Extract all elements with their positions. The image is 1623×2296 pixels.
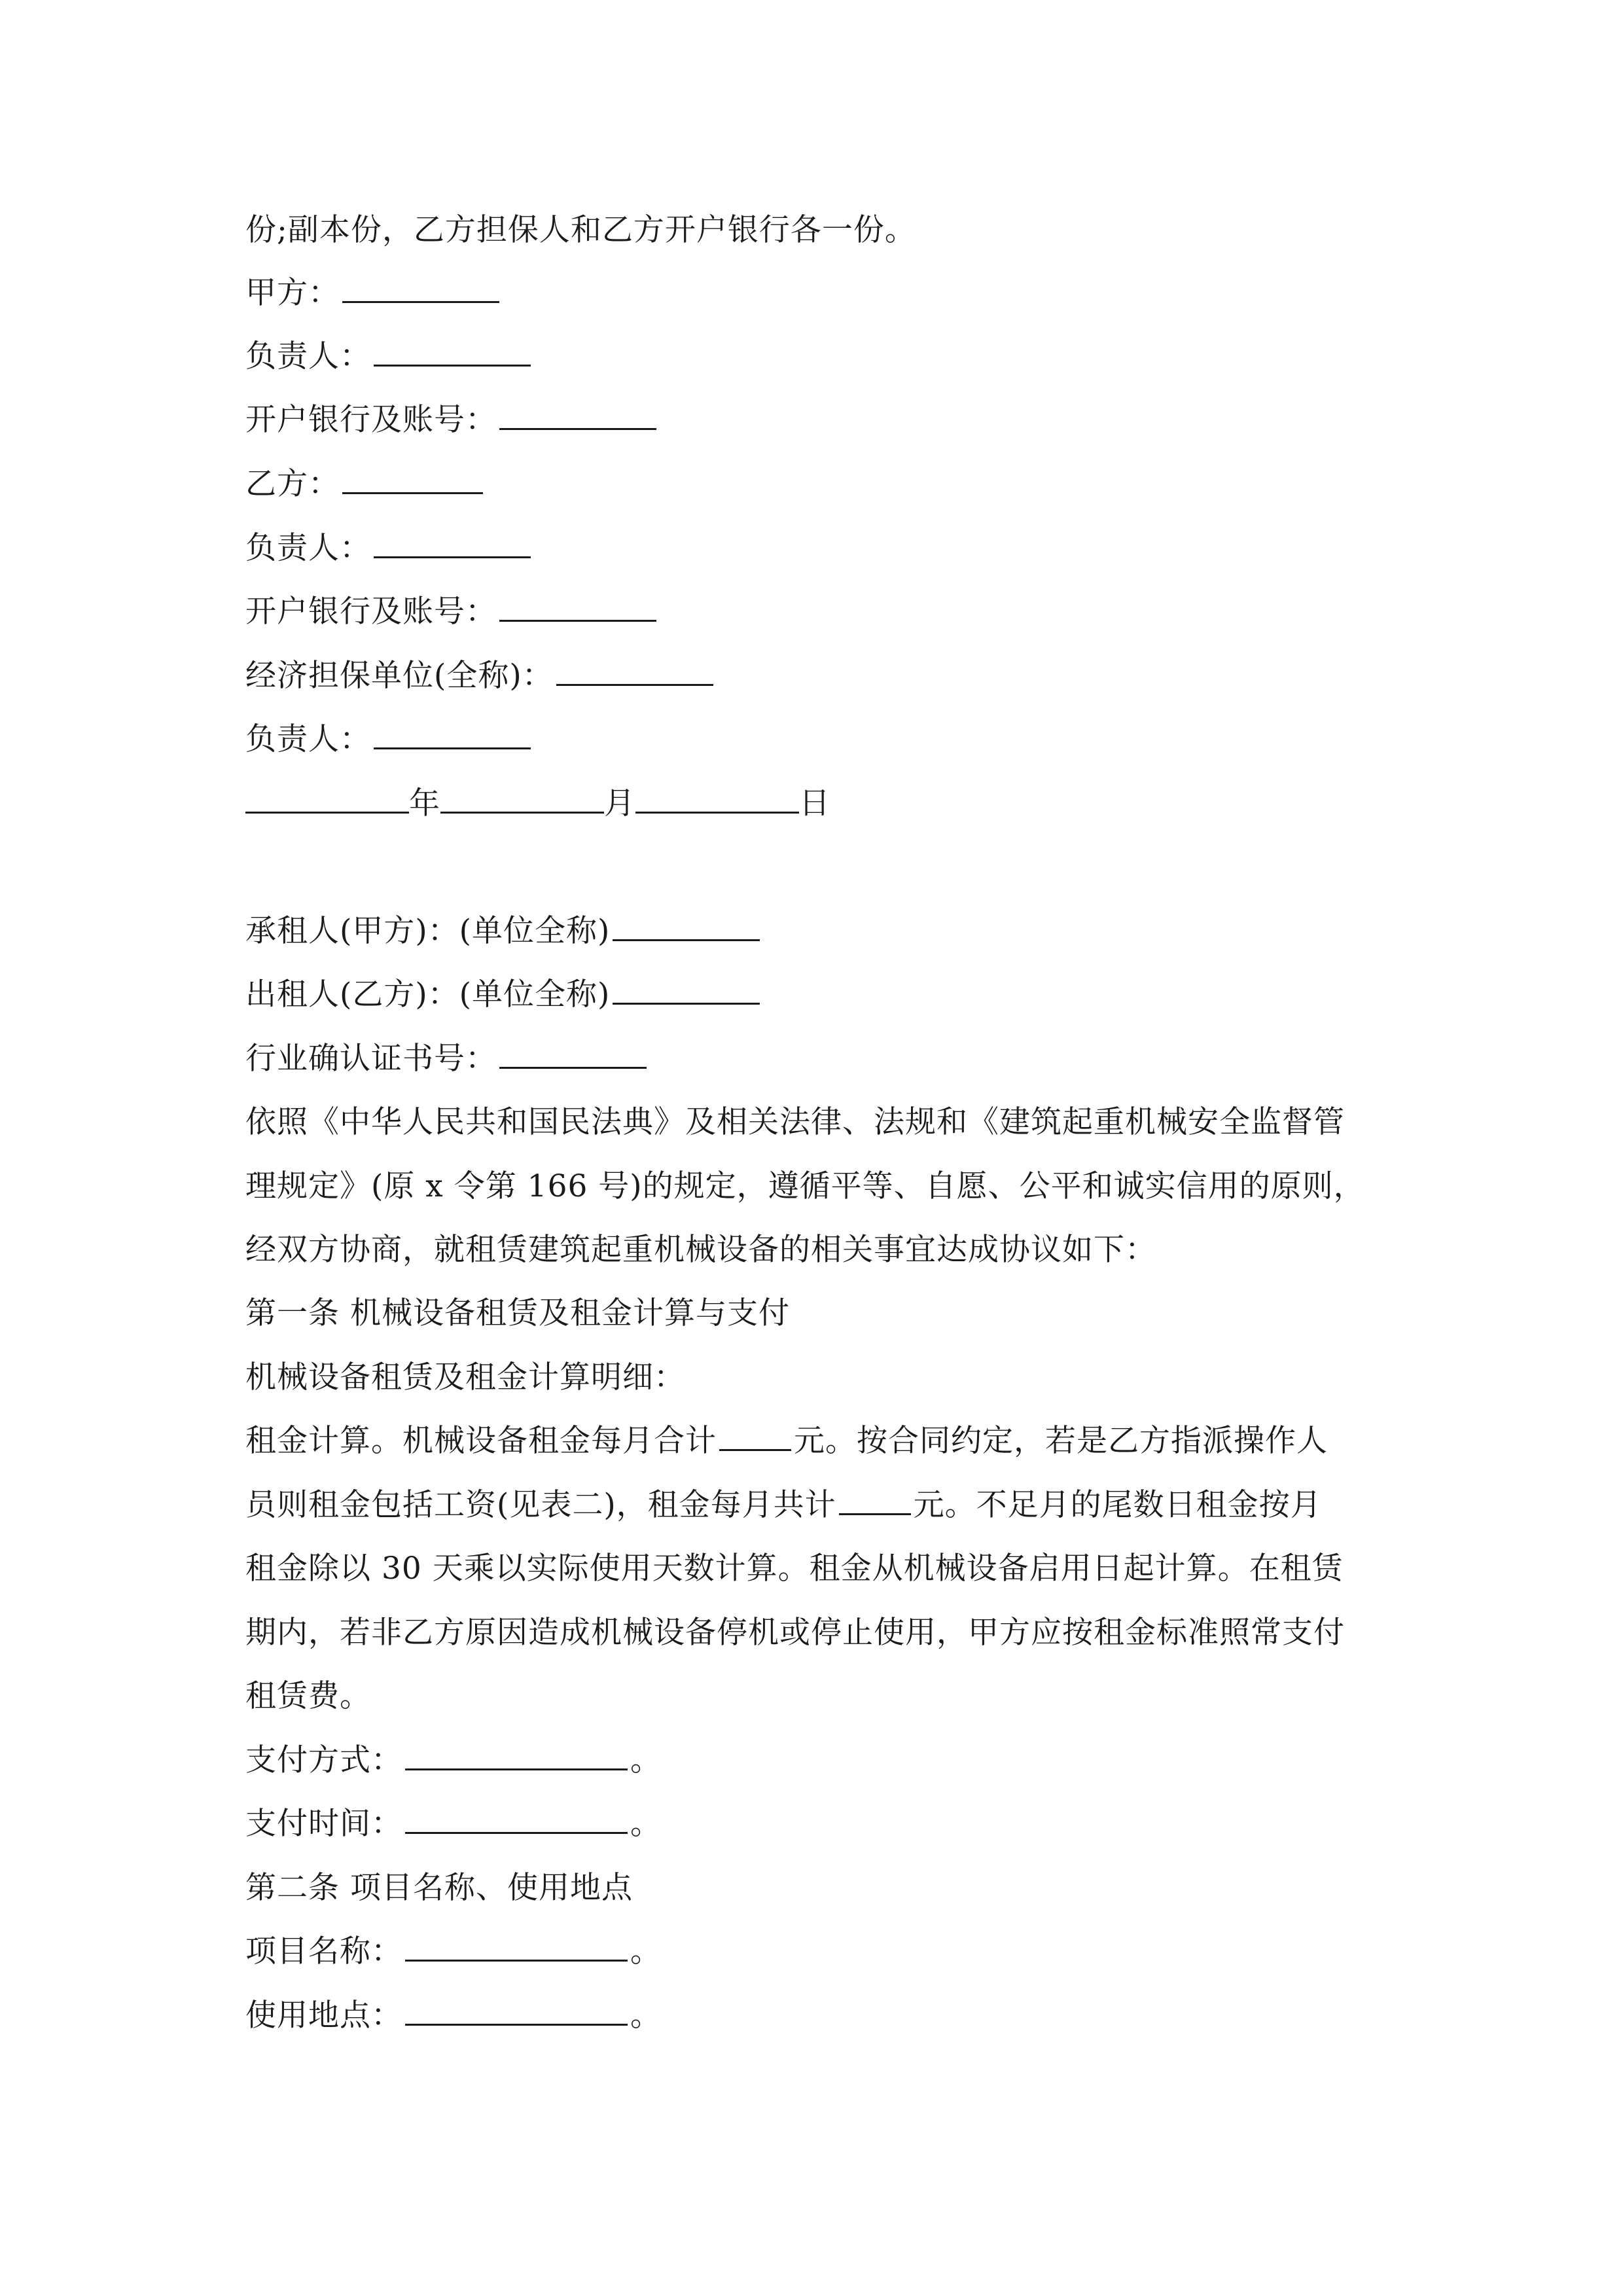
lessee-blank[interactable] <box>613 914 760 941</box>
party-b-row <box>245 465 486 504</box>
party-b-bank-label: 开户银行及账号： <box>245 594 497 630</box>
party-b-bank-row <box>245 592 659 632</box>
lessee-label: 承租人(甲方)：(单位全称) <box>245 913 611 949</box>
lessee-row <box>245 912 762 951</box>
pay-method-label: 支付方式： <box>245 1742 402 1778</box>
pay-method-row <box>245 1741 662 1780</box>
project-name-row <box>245 1932 662 1971</box>
guarantor-leader-row <box>245 720 533 759</box>
pay-time-row <box>245 1804 662 1844</box>
party-a-leader-label: 负责人： <box>245 338 371 374</box>
party-a-bank-blank[interactable] <box>499 403 656 430</box>
rent-line-1 <box>245 1422 1328 1461</box>
lessor-label: 出租人(乙方)：(单位全称) <box>245 977 611 1013</box>
rent-line-3: 租金除以 30 天乘以实际使用天数计算。租金从机械设备启用日起计算。在租赁 <box>245 1551 1344 1587</box>
intro-line-3: 经双方协商，就租赁建筑起重机械设备的相关事宜达成协议如下： <box>245 1232 1156 1268</box>
rent-line-2-a: 员则租金包括工资(见表二)，租金每月共计 <box>245 1487 836 1523</box>
party-a-leader-row <box>245 337 533 376</box>
location-row <box>245 1996 662 2036</box>
month-blank[interactable] <box>440 787 604 814</box>
month-label: 月 <box>604 785 635 821</box>
rent-line-1-a: 租金计算。机械设备租金每月合计 <box>245 1423 717 1459</box>
intro-line-2: 理规定》(原 x 令第 166 号)的规定，遵循平等、自愿、公平和诚实信用的原则， <box>245 1168 1365 1204</box>
article-1-subtitle: 机械设备租赁及租金计算明细： <box>245 1359 685 1395</box>
pay-time-blank[interactable] <box>405 1807 628 1834</box>
intro-line-1: 依照《中华人民共和国民法典》及相关法律、法规和《建筑起重机械安全监督管 <box>245 1104 1345 1140</box>
party-b-leader-label: 负责人： <box>245 530 371 566</box>
cert-blank[interactable] <box>499 1042 647 1069</box>
monthly-sum-blank[interactable] <box>839 1488 911 1515</box>
guarantor-row <box>245 656 716 696</box>
period-mark: 。 <box>630 1806 662 1842</box>
day-label: 日 <box>799 785 830 821</box>
pay-time-label: 支付时间： <box>245 1806 402 1842</box>
article-2-title: 第二条 项目名称、使用地点 <box>245 1870 633 1906</box>
copies-clause: 份;副本份，乙方担保人和乙方开户银行各一份。 <box>245 212 916 248</box>
guarantor-leader-label: 负责人： <box>245 721 371 757</box>
location-label: 使用地点： <box>245 1998 402 2034</box>
period-mark: 。 <box>630 1998 662 2034</box>
party-b-leader-row <box>245 529 533 568</box>
rent-line-4: 期内，若非乙方原因造成机械设备停机或停止使用，甲方应按租金标准照常支付 <box>245 1615 1345 1651</box>
party-b-bank-blank[interactable] <box>499 595 656 622</box>
location-blank[interactable] <box>405 1999 628 2026</box>
rent-line-2 <box>245 1486 1322 1525</box>
party-a-label: 甲方： <box>245 275 340 311</box>
project-name-blank[interactable] <box>405 1935 628 1962</box>
rent-line-1-b: 元。按合同约定，若是乙方指派操作人 <box>794 1423 1328 1459</box>
party-a-bank-label: 开户银行及账号： <box>245 402 497 438</box>
party-b-blank[interactable] <box>342 467 483 494</box>
party-a-blank[interactable] <box>342 276 499 303</box>
monthly-total-blank[interactable] <box>719 1424 791 1451</box>
period-mark: 。 <box>630 1742 662 1778</box>
article-1-title: 第一条 机械设备租赁及租金计算与支付 <box>245 1295 790 1331</box>
project-name-label: 项目名称： <box>245 1933 402 1969</box>
date-row <box>245 784 830 823</box>
party-a-bank-row <box>245 401 659 440</box>
rent-line-5: 租赁费。 <box>245 1678 371 1714</box>
guarantor-leader-blank[interactable] <box>374 723 531 749</box>
cert-row <box>245 1039 649 1079</box>
lessor-blank[interactable] <box>613 978 760 1005</box>
period-mark: 。 <box>630 1933 662 1969</box>
lessor-row <box>245 975 762 1014</box>
party-b-leader-blank[interactable] <box>374 531 531 558</box>
year-blank[interactable] <box>245 787 409 814</box>
party-a-leader-blank[interactable] <box>374 340 531 367</box>
rent-line-2-b: 元。不足月的尾数日租金按月 <box>913 1487 1322 1523</box>
cert-label: 行业确认证书号： <box>245 1041 497 1077</box>
guarantor-label: 经济担保单位(全称)： <box>245 658 554 694</box>
year-label: 年 <box>409 785 440 821</box>
day-blank[interactable] <box>635 787 799 814</box>
party-a-row <box>245 274 502 313</box>
guarantor-blank[interactable] <box>556 659 713 686</box>
party-b-label: 乙方： <box>245 466 340 502</box>
pay-method-blank[interactable] <box>405 1744 628 1770</box>
